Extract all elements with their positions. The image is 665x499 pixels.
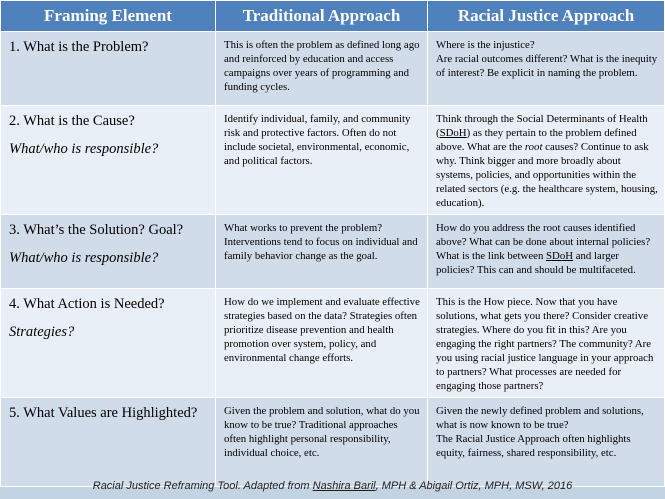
rj-text: causes? Continue to ask why. Think bigger and more broadly about systems, policies, and opportunities within the related sectors (e.g. the healthcare system, housing, education). <box>436 141 658 209</box>
traditional-cell: Given the problem and solution, what do you know to be true? Traditional approaches often highlight personal responsibility, individual choice, etc. <box>216 398 428 487</box>
citation-text: Racial Justice Reframing Tool. Adapted from <box>92 480 313 492</box>
traditional-cell: How do we implement and evaluate effective strategies based on the data? Strategies often prioritize disease prevention and health promotion over system, policy, and environmental change efforts. <box>216 289 428 398</box>
element-question: 2. What is the Cause? <box>9 113 135 129</box>
citation-footer <box>0 480 665 492</box>
element-question: 3. What’s the Solution? Goal? <box>9 222 184 238</box>
traditional-cell: This is often the problem as defined long ago and reinforced by education and access campaigns over years of programming and funding cycles. <box>216 32 428 106</box>
header-framing-element: Framing Element <box>1 1 216 32</box>
framing-element-cell <box>1 398 216 487</box>
header-row <box>1 1 665 32</box>
element-question: 5. What Values are Highlighted? <box>9 405 198 421</box>
root-emphasis: root <box>524 141 543 153</box>
element-question: 1. What is the Problem? <box>9 39 149 55</box>
table-row <box>1 289 665 398</box>
racial-justice-line: This is the How piece. Now that you have solutions, what gets you there? Consider creative strategies. Where do you fit in this? Are you engaging the right partners? The community? Are you using racial justice language in your approach to partners? What processes are needed for engaging those partners? <box>436 296 654 392</box>
table-row <box>1 215 665 289</box>
header-traditional-approach: Traditional Approach <box>216 1 428 32</box>
racial-justice-line: Where is the injustice? <box>436 39 535 51</box>
citation-author-link[interactable]: Nashira Baril <box>312 480 376 492</box>
rj-text: and larger policies? This can and should be multifaceted. <box>436 250 636 276</box>
traditional-cell: Identify individual, family, and community risk and protective factors. Often do not include societal, environmental, economic, and political factors. <box>216 106 428 215</box>
racial-justice-cell <box>428 215 665 289</box>
header-racial-justice-approach: Racial Justice Approach <box>428 1 665 32</box>
element-subquestion: What/who is responsible? <box>9 250 159 266</box>
rj-text: How do you address the root causes identified above? What can be done about internal policies? What is the link between <box>436 222 651 262</box>
element-subquestion: What/who is responsible? <box>9 141 159 157</box>
racial-justice-line: The Racial Justice Approach often highlights equity, fairness, shared responsibility, etc. <box>436 433 631 459</box>
table-row <box>1 398 665 487</box>
framing-element-cell <box>1 215 216 289</box>
sdoh-term: SDoH <box>546 250 574 262</box>
framing-element-cell <box>1 32 216 106</box>
racial-justice-line: Given the newly defined problem and solutions, what is now known to be true? <box>436 405 644 431</box>
rj-text: ) as they pertain to the problem defined above. What are the <box>436 127 637 153</box>
racial-justice-cell <box>428 398 665 487</box>
table-row <box>1 106 665 215</box>
framing-element-cell <box>1 289 216 398</box>
element-question: 4. What Action is Needed? <box>9 296 165 312</box>
racial-justice-line: Are racial outcomes different? What is the inequity of interest? Be explicit in naming the problem. <box>436 53 658 79</box>
element-subquestion: Strategies? <box>9 324 75 340</box>
citation-text: , MPH & Abigail Ortiz, MPH, MSW, 2016 <box>375 480 573 492</box>
rj-text: Think through the Social Determinants of Health ( <box>436 113 648 139</box>
racial-justice-cell <box>428 32 665 106</box>
racial-justice-cell <box>428 106 665 215</box>
framing-element-cell <box>1 106 216 215</box>
traditional-cell: What works to prevent the problem? Interventions tend to focus on individual and family behavior change as the goal. <box>216 215 428 289</box>
racial-justice-cell <box>428 289 665 398</box>
table-row <box>1 32 665 106</box>
sdoh-term: SDoH <box>439 127 467 139</box>
